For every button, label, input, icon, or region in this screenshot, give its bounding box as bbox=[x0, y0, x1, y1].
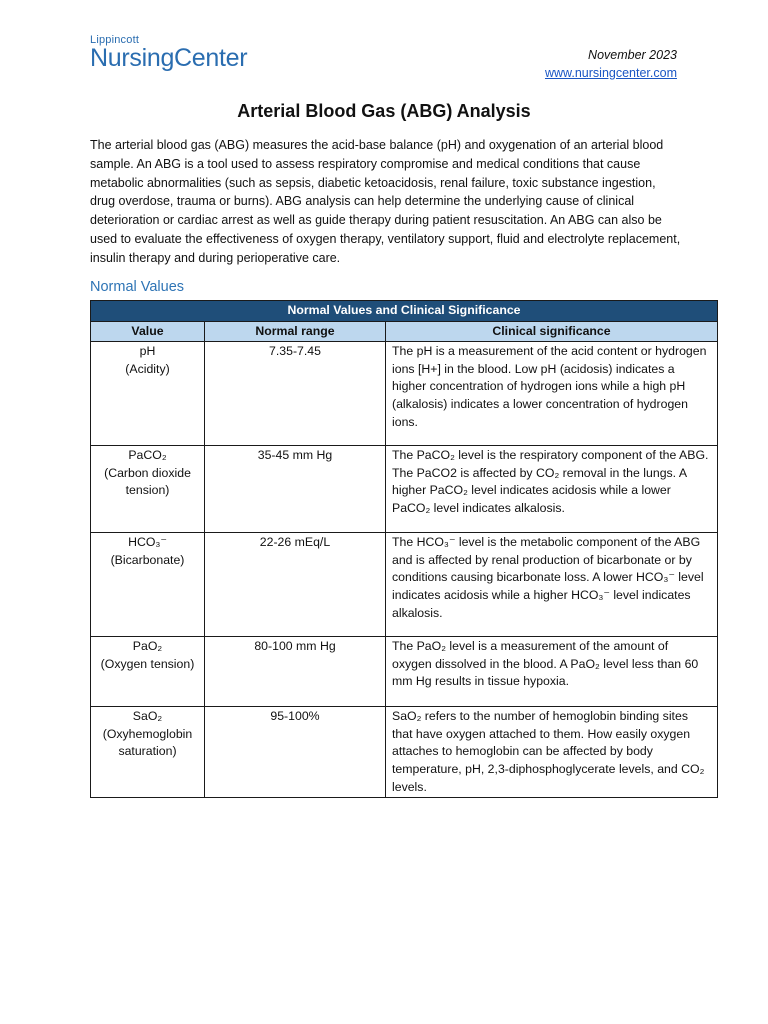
intro-paragraph: The arterial blood gas (ABG) measures the acid-base balance (pH) and oxygenation of an arterial blood sample. An ABG is a tool used to assess respiratory compromise and medical conditions that cause metabolic abnormalities (such as sepsis, diabetic ketoacidosis, renal failure, toxic substance ingestion, drug overdose, trauma or burns). ABG analysis can help determine the underlying cause of clinical deterioration or cardiac arrest as well as guide therapy during patient resuscitation. An ABG can also be used to evaluate the effectiveness of oxygen therapy, ventilatory support, fluid and electrolyte replacement, insulin therapy and during perioperative care. bbox=[90, 138, 681, 265]
normal-range-cell: 80-100 mm Hg bbox=[205, 637, 386, 707]
table-row bbox=[91, 342, 718, 446]
value-description: (Oxyhemoglobin saturation) bbox=[102, 726, 193, 759]
normal-range-cell: 35-45 mm Hg bbox=[205, 446, 386, 533]
value-description: (Acidity) bbox=[125, 361, 170, 376]
table-row bbox=[91, 446, 718, 533]
significance-cell: The PaO₂ level is a measurement of the amount of oxygen dissolved in the blood. A PaO₂ level less than 60 mm Hg results in tissue hypoxia. bbox=[386, 637, 718, 707]
value-name: pH bbox=[139, 344, 156, 359]
table-row bbox=[91, 637, 718, 707]
normal-range-cell: 22-26 mEq/L bbox=[205, 533, 386, 637]
logo-lippincott: Lippincott bbox=[90, 34, 140, 46]
nursingcenter-logo bbox=[90, 34, 247, 73]
page-title: Arterial Blood Gas (ABG) Analysis bbox=[237, 101, 531, 121]
value-name: PaO₂ bbox=[132, 639, 163, 654]
header-normal-range: Normal range bbox=[205, 321, 386, 342]
significance-cell: The HCO₃⁻ level is the metabolic component of the ABG and is affected by renal production of bicarbonate or by conditions causing bicarbonate loss. A lower HCO₃⁻ level indicates acidosis while a higher HCO₃⁻ level indicates alkalosis. bbox=[386, 533, 718, 637]
value-cell bbox=[91, 707, 205, 798]
document-meta bbox=[545, 46, 677, 82]
table-caption: Normal Values and Clinical Significance bbox=[91, 301, 718, 322]
normal-values-table bbox=[90, 300, 718, 798]
header-clinical-significance: Clinical significance bbox=[386, 321, 718, 342]
normal-range-cell: 7.35-7.45 bbox=[205, 342, 386, 446]
significance-cell: The PaCO₂ level is the respiratory component of the ABG. The PaCO2 is affected by CO₂ removal in the lungs. A higher PaCO₂ level indicates acidosis while a lower PaCO₂ level indicates alkalosis. bbox=[386, 446, 718, 533]
significance-cell: SaO₂ refers to the number of hemoglobin binding sites that have oxygen attached to them. How easily oxygen attaches to hemoglobin can be affected by body temperature, pH, 2,3-diphosphoglycerate levels, and CO₂ levels. bbox=[386, 707, 718, 798]
value-description: (Carbon dioxide tension) bbox=[104, 465, 191, 498]
normal-range-cell: 95-100% bbox=[205, 707, 386, 798]
table-row bbox=[91, 707, 718, 798]
value-description: (Oxygen tension) bbox=[100, 656, 195, 671]
value-cell bbox=[91, 533, 205, 637]
value-name: HCO₃⁻ bbox=[128, 535, 167, 550]
value-cell bbox=[91, 637, 205, 707]
table-header-row bbox=[91, 321, 718, 342]
value-description: (Bicarbonate) bbox=[110, 552, 185, 567]
table-row bbox=[91, 533, 718, 637]
significance-cell: The pH is a measurement of the acid content or hydrogen ions [H+] in the blood. Low pH (acidosis) indicates a higher concentration of hydrogen ions while a high pH (alkalosis) indicates a lower concentration of hydrogen ions. bbox=[386, 342, 718, 446]
header-value: Value bbox=[91, 321, 205, 342]
table-caption-row bbox=[91, 301, 718, 322]
website-link[interactable]: www.nursingcenter.com bbox=[544, 66, 677, 80]
document-date: November 2023 bbox=[588, 48, 677, 62]
value-name: PaCO₂ bbox=[128, 448, 167, 463]
value-name: SaO₂ bbox=[132, 709, 163, 724]
section-heading: Normal Values bbox=[90, 279, 185, 295]
value-cell bbox=[91, 446, 205, 533]
value-cell bbox=[91, 342, 205, 446]
logo-nursingcenter: NursingCenter bbox=[90, 44, 248, 72]
